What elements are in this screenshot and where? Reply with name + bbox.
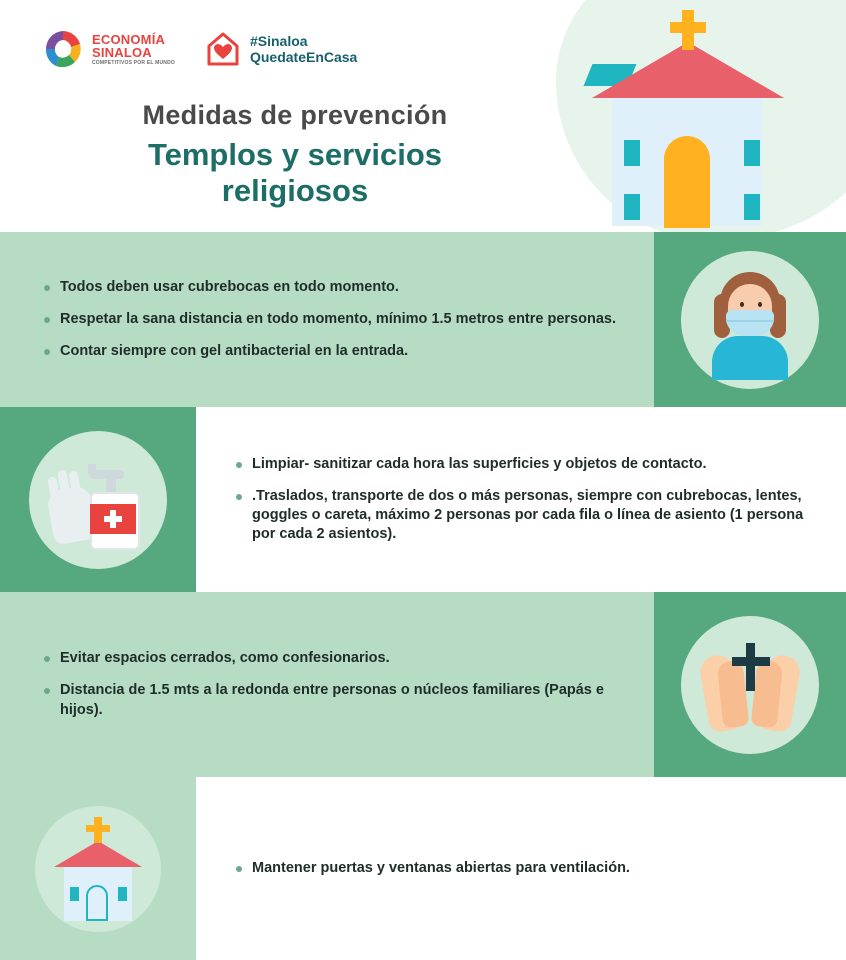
woman-with-face-mask-icon xyxy=(690,260,810,380)
logo-line-1: ECONOMÍA xyxy=(92,31,166,47)
list-item: Todos deben usar cubrebocas en todo momento. xyxy=(44,278,628,297)
sinaloa-logo-text xyxy=(250,33,357,65)
section-4-text xyxy=(196,777,846,960)
logo-tagline: COMPETITIVOS POR EL MUNDO xyxy=(92,59,175,66)
poster-header xyxy=(0,0,846,232)
church-window xyxy=(744,194,760,220)
church-door xyxy=(664,136,710,228)
list-item: Respetar la sana distancia en todo momento, mínimo 1.5 metros entre personas. xyxy=(44,310,628,329)
section-3-text xyxy=(0,592,654,777)
section-4-bullet-list xyxy=(236,859,820,878)
list-item: Limpiar- sanitizar cada hora las superficies y objetos de contacto. xyxy=(236,455,820,474)
section-1 xyxy=(0,232,846,407)
title-main xyxy=(60,137,530,208)
church-window xyxy=(624,194,640,220)
section-4 xyxy=(0,777,846,960)
title-subtitle: Medidas de prevención xyxy=(142,100,448,130)
section-2-bullet-list xyxy=(236,455,820,545)
section-3-bullet-list xyxy=(44,649,628,719)
economia-sinaloa-logo xyxy=(42,28,175,70)
title-main-line-2: religiosos xyxy=(221,172,369,208)
sinaloa-line-2: QuedateEnCasa xyxy=(249,49,358,65)
section-2 xyxy=(0,407,846,592)
section-2-text xyxy=(196,407,846,592)
sinaloa-quedate-en-casa-logo xyxy=(203,29,357,69)
small-church-icon xyxy=(38,809,158,929)
church-illustration xyxy=(566,8,816,232)
church-cross xyxy=(670,22,706,33)
house-heart-icon xyxy=(203,29,243,69)
title-main-line-1: Templos y servicios xyxy=(147,137,443,172)
sinaloa-line-1: #Sinaloa xyxy=(249,32,308,49)
section-4-art-panel xyxy=(0,777,196,960)
section-1-text xyxy=(0,232,654,407)
page-title xyxy=(60,100,530,208)
section-3-art-panel xyxy=(654,592,846,777)
hand-sanitizer-and-glove-icon xyxy=(38,440,158,560)
logo-group xyxy=(42,28,357,70)
praying-hands-with-cross-icon xyxy=(690,625,810,745)
church-window xyxy=(624,140,640,166)
list-item: .Traslados, transporte de dos o más personas, siempre con cubrebocas, lentes, goggles o careta, máximo 2 personas por cada fila o línea de asiento (1 persona por cada 2 asientos). xyxy=(236,487,820,544)
economia-sinaloa-logo-icon xyxy=(42,28,84,70)
list-item: Evitar espacios cerrados, como confesionarios. xyxy=(44,649,628,668)
economia-sinaloa-logo-text xyxy=(92,33,175,66)
church-window xyxy=(744,140,760,166)
section-1-art-panel xyxy=(654,232,846,407)
section-3 xyxy=(0,592,846,777)
list-item: Contar siempre con gel antibacterial en la entrada. xyxy=(44,342,628,361)
logo-line-2: SINALOA xyxy=(92,44,152,60)
list-item: Mantener puertas y ventanas abiertas para ventilación. xyxy=(236,859,820,878)
section-2-art-panel xyxy=(0,407,196,592)
section-1-bullet-list xyxy=(44,278,628,361)
list-item: Distancia de 1.5 mts a la redonda entre personas o núcleos familiares (Papás e hijos). xyxy=(44,681,628,719)
church-roof xyxy=(592,42,784,98)
